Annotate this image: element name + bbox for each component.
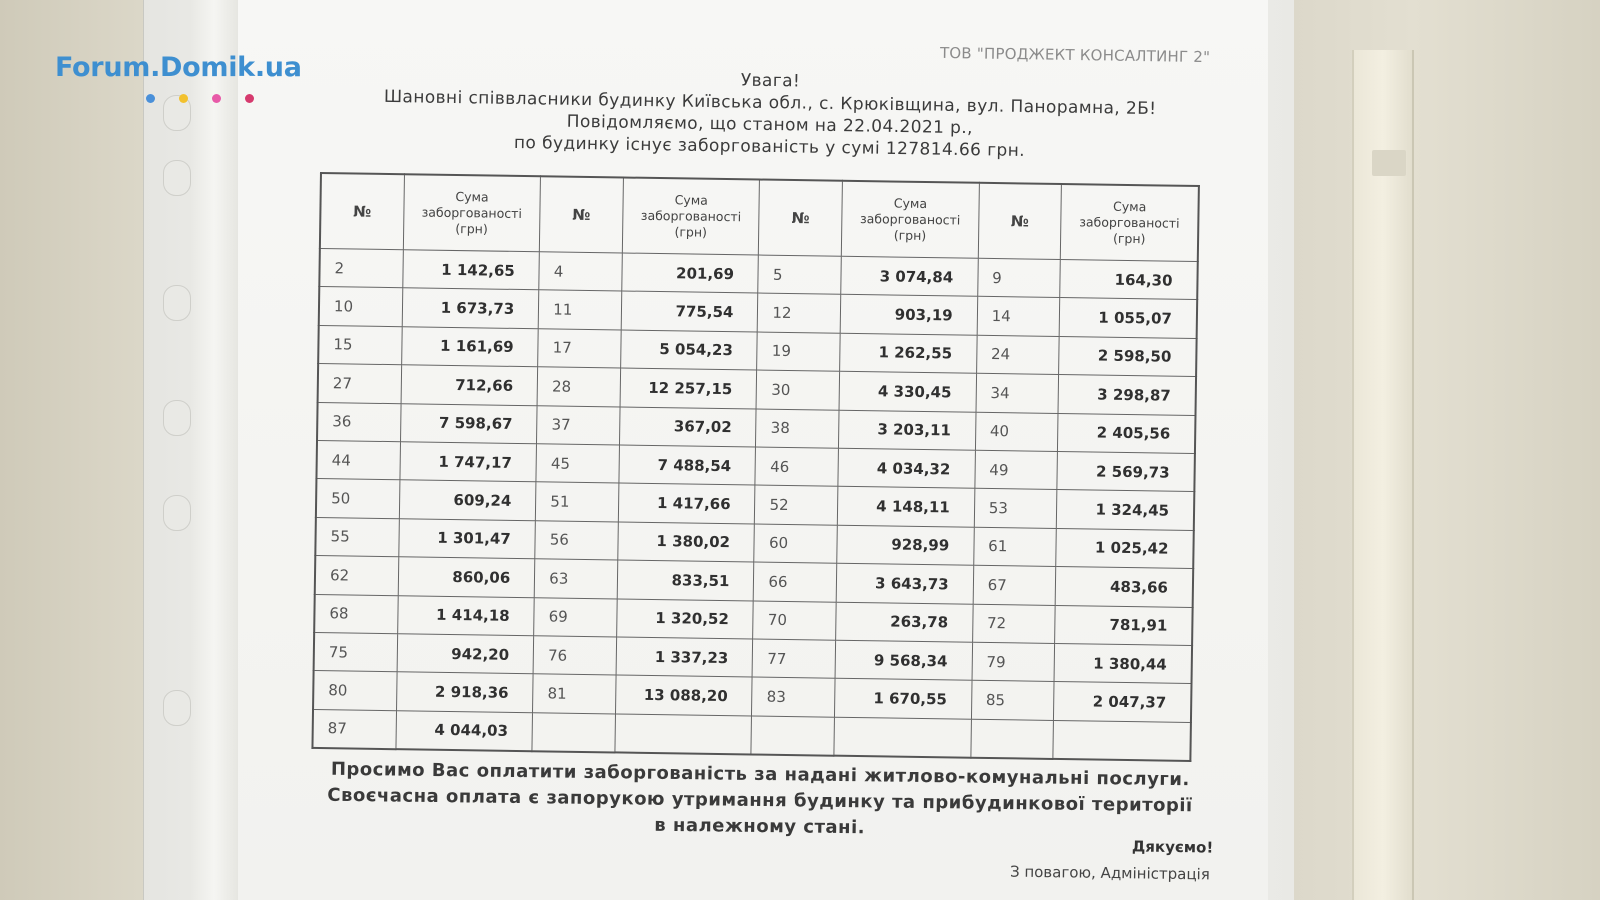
debt-amount-cell: 2 918,36 <box>396 672 533 712</box>
debt-amount-cell: 1 142,65 <box>402 250 539 290</box>
apartment-number-cell: 27 <box>318 364 402 404</box>
apartment-number-cell: 5 <box>758 255 841 295</box>
debt-table-wrapper <box>311 172 1199 762</box>
apartment-number-cell: 37 <box>537 405 620 445</box>
notice-line-1: Шановні співвласники будинку Київська обл., с. Крюківщина, вул. Панорамна, 2Б! <box>383 86 1157 120</box>
debt-amount-cell <box>1053 720 1191 761</box>
watermark-dot <box>146 94 155 103</box>
punch-hole <box>163 495 191 531</box>
debt-amount-cell: 775,54 <box>621 291 758 331</box>
company-name: ТОВ "ПРОДЖЕКТ КОНСАЛТИНГ 2" <box>939 43 1211 67</box>
thanks-text: Дякуємо! <box>1131 837 1214 857</box>
apartment-number-cell: 67 <box>973 565 1056 605</box>
apartment-number-cell: 40 <box>975 412 1058 452</box>
debt-amount-cell: 5 054,23 <box>620 330 757 370</box>
apartment-number-cell <box>532 712 615 752</box>
wall-left <box>0 0 150 900</box>
apartment-number-cell: 9 <box>977 258 1060 298</box>
debt-amount-cell: 1 414,18 <box>397 595 534 635</box>
apartment-number-cell: 66 <box>754 562 837 602</box>
debt-amount-cell: 4 044,03 <box>395 710 532 751</box>
door-frame-notch <box>1372 150 1406 176</box>
debt-amount-cell: 1 337,23 <box>616 637 753 677</box>
debt-amount-cell: 367,02 <box>619 407 756 447</box>
apartment-number-cell <box>971 719 1054 759</box>
header-sum: Сума заборгованості (грн) <box>403 174 541 252</box>
debt-amount-cell: 1 673,73 <box>402 288 539 328</box>
debt-amount-cell: 1 417,66 <box>618 483 755 523</box>
apartment-number-cell: 52 <box>755 485 838 525</box>
footer-line-1: Просимо Вас оплатити заборгованість за надані житлово-комунальні послуги. <box>330 758 1190 791</box>
debt-amount-cell: 1 320,52 <box>616 598 753 638</box>
debt-amount-cell: 2 405,56 <box>1058 413 1196 453</box>
apartment-number-cell: 50 <box>316 479 400 519</box>
apartment-number-cell: 24 <box>976 335 1059 375</box>
sleeve-binding-edge <box>190 0 239 900</box>
apartment-number-cell: 76 <box>533 636 616 676</box>
signature-text: З повагою, Адміністрація <box>1009 862 1210 884</box>
door-frame-strip <box>1352 50 1414 900</box>
wall-right <box>1290 0 1600 900</box>
watermark-dot <box>179 94 188 103</box>
debt-amount-cell: 1 262,55 <box>840 333 977 373</box>
debt-amount-cell: 2 569,73 <box>1057 451 1195 491</box>
debt-amount-cell: 781,91 <box>1055 605 1193 645</box>
apartment-number-cell: 83 <box>752 677 835 717</box>
debt-amount-cell: 3 074,84 <box>841 256 978 296</box>
header-num: № <box>540 176 624 253</box>
apartment-number-cell: 12 <box>758 293 841 333</box>
apartment-number-cell: 63 <box>534 559 617 599</box>
debt-amount-cell: 2 047,37 <box>1054 682 1192 722</box>
apartment-number-cell: 62 <box>315 556 399 596</box>
apartment-number-cell: 36 <box>317 402 401 442</box>
debt-amount-cell <box>615 714 752 755</box>
header-sum: Сума заборгованості (грн) <box>1061 184 1199 262</box>
debt-amount-cell: 1 324,45 <box>1057 490 1195 530</box>
debt-amount-cell: 164,30 <box>1060 259 1198 299</box>
debt-amount-cell: 1 025,42 <box>1056 528 1194 568</box>
header-num: № <box>978 183 1062 260</box>
debt-amount-cell: 4 034,32 <box>838 448 975 488</box>
punch-hole <box>163 400 191 436</box>
header-num: № <box>759 180 843 257</box>
header-sum: Сума заборгованості (грн) <box>841 181 979 259</box>
debt-amount-cell: 4 330,45 <box>839 371 976 411</box>
footer-line-3: в належному стані. <box>654 814 866 839</box>
apartment-number-cell: 17 <box>538 329 621 369</box>
debt-amount-cell: 1 380,02 <box>618 522 755 562</box>
apartment-number-cell: 60 <box>754 524 837 564</box>
debt-amount-cell: 609,24 <box>399 480 536 520</box>
apartment-number-cell: 70 <box>753 600 836 640</box>
apartment-number-cell: 11 <box>538 290 621 330</box>
punch-hole <box>163 285 191 321</box>
watermark-dot <box>212 94 221 103</box>
apartment-number-cell: 81 <box>533 674 616 714</box>
apartment-number-cell: 15 <box>318 325 402 365</box>
apartment-number-cell: 69 <box>534 597 617 637</box>
apartment-number-cell: 46 <box>755 447 838 487</box>
apartment-number-cell: 14 <box>977 297 1060 337</box>
debt-table <box>311 172 1199 762</box>
watermark-logo: Forum.Domik.ua <box>55 52 302 83</box>
notice-title: Увага! <box>740 70 801 92</box>
debt-amount-cell: 7 598,67 <box>400 403 537 443</box>
debt-amount-cell: 3 298,87 <box>1058 375 1196 415</box>
debt-amount-cell: 3 203,11 <box>838 410 975 450</box>
apartment-number-cell: 55 <box>315 517 399 557</box>
apartment-number-cell: 4 <box>539 252 622 292</box>
table-header-row <box>320 173 1199 262</box>
apartment-number-cell: 45 <box>536 444 619 484</box>
debt-amount-cell: 1 055,07 <box>1059 298 1197 338</box>
apartment-number-cell <box>751 716 834 756</box>
debt-amount-cell: 483,66 <box>1055 567 1193 607</box>
debt-amount-cell: 1 380,44 <box>1054 643 1192 683</box>
footer-line-2: Своєчасна оплата є запорукою утримання будинку та прибудинкової території <box>327 784 1193 817</box>
debt-amount-cell: 1 747,17 <box>399 442 536 482</box>
debt-amount-cell: 9 568,34 <box>835 640 972 680</box>
debt-amount-cell: 2 598,50 <box>1059 336 1197 376</box>
debt-amount-cell: 4 148,11 <box>837 487 974 527</box>
notice-line-3: по будинку існує заборгованість у сумі 127814.66 грн. <box>513 132 1026 162</box>
apartment-number-cell: 53 <box>974 489 1057 529</box>
debt-amount-cell: 12 257,15 <box>620 368 757 408</box>
debt-amount-cell <box>834 717 971 758</box>
punch-hole <box>163 690 191 726</box>
debt-amount-cell: 860,06 <box>398 557 535 597</box>
debt-amount-cell: 3 643,73 <box>836 563 973 603</box>
apartment-number-cell: 56 <box>535 520 618 560</box>
apartment-number-cell: 80 <box>313 671 397 711</box>
debt-table-body <box>312 249 1197 762</box>
notice-line-2: Повідомляємо, що станом на 22.04.2021 р., <box>566 111 974 139</box>
debt-amount-cell: 1 301,47 <box>398 518 535 558</box>
apartment-number-cell: 44 <box>316 440 400 480</box>
apartment-number-cell: 68 <box>314 594 398 634</box>
debt-amount-cell: 7 488,54 <box>619 445 756 485</box>
debt-amount-cell: 1 670,55 <box>834 678 971 718</box>
apartment-number-cell: 2 <box>319 249 403 289</box>
header-sum: Сума заборгованості (грн) <box>622 177 760 255</box>
footer-message <box>320 757 1201 846</box>
apartment-number-cell: 77 <box>753 639 836 679</box>
watermark-dot <box>245 94 254 103</box>
debt-amount-cell: 201,69 <box>622 253 759 293</box>
apartment-number-cell: 87 <box>312 709 396 749</box>
apartment-number-cell: 34 <box>976 373 1059 413</box>
apartment-number-cell: 79 <box>972 642 1055 682</box>
apartment-number-cell: 10 <box>319 287 403 327</box>
apartment-number-cell: 28 <box>537 367 620 407</box>
apartment-number-cell: 51 <box>536 482 619 522</box>
apartment-number-cell: 75 <box>314 632 398 672</box>
debt-amount-cell: 833,51 <box>617 560 754 600</box>
watermark-dots <box>146 88 278 98</box>
header-num: № <box>320 173 404 250</box>
debt-amount-cell: 1 161,69 <box>401 327 538 367</box>
apartment-number-cell: 30 <box>757 370 840 410</box>
punch-hole <box>163 160 191 196</box>
debt-amount-cell: 928,99 <box>837 525 974 565</box>
apartment-number-cell: 61 <box>973 527 1056 567</box>
notice-heading <box>319 63 1220 165</box>
apartment-number-cell: 85 <box>971 681 1054 721</box>
debt-amount-cell: 942,20 <box>397 634 534 674</box>
debt-amount-cell: 263,78 <box>836 602 973 642</box>
apartment-number-cell: 19 <box>757 332 840 372</box>
apartment-number-cell: 72 <box>972 604 1055 644</box>
apartment-number-cell: 38 <box>756 409 839 449</box>
debt-amount-cell: 903,19 <box>840 295 977 335</box>
apartment-number-cell: 49 <box>975 450 1058 490</box>
debt-amount-cell: 13 088,20 <box>615 675 752 715</box>
debt-amount-cell: 712,66 <box>401 365 538 405</box>
